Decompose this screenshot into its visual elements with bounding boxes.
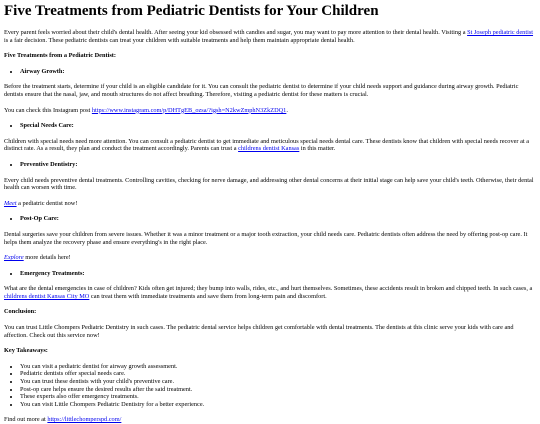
meet-text: a pediatric dentist now!	[16, 199, 78, 207]
postop-paragraph: Dental surgeries save your children from severe issues. Whether it was a minor treatment or a major tooth extraction, your child needs care. Pediatric dentists often address the need by offering post-op care. It helps them analyze the recovery phase and ensure everything's in the right place.	[4, 230, 528, 246]
list-item: • You can visit a pediatric dentist for airway growth assessment.	[20, 363, 536, 371]
list-item: • You can visit Little Chompers Pediatric Dentistry for a better experience.	[20, 401, 536, 409]
intro-text-1: Every parent feels worried about their child's dental health. After seeing your kid obsessed with candies and sugar, you may want to pay more attention to their dental health. Visiting a	[4, 29, 468, 36]
intro-text-2: is a fair decision. These pediatric dentists can treat your children with suitable treatments and help them maintain appropriate dental health.	[4, 36, 355, 44]
footer-paragraph	[4, 416, 536, 424]
explore-text: more details here!	[23, 254, 71, 262]
st-joseph-dentist-link[interactable]: St Joseph pediatric dentist	[467, 29, 534, 36]
special-text-1: Children with special needs need more attention. You can consult a pediatric dentist to get immediate and meticulous special needs dental care. These dentists know that children with special needs recover at a distinct rate. As a result, they plan and conduct the treatment accordingly. Parents can trust a	[4, 137, 529, 153]
postop-heading: • Post-Op Care:	[20, 215, 536, 223]
takeaways-list	[4, 363, 536, 409]
meet-paragraph	[4, 200, 536, 208]
footer-text: Find out more at	[4, 416, 48, 424]
intro-paragraph	[4, 29, 536, 44]
airway-heading: • Airway Growth:	[20, 68, 536, 76]
emergency-text-2: can treat them with immediate treatments and save them from long-term pain and discomfort.	[89, 292, 327, 300]
special-heading-list	[4, 122, 536, 130]
list-item: • These experts also offer emergency treatments.	[20, 393, 536, 401]
conclusion-paragraph: You can trust Little Chompers Pediatric Dentistry in such cases. The pediatric dental service helps children get comfortable with dental treatments. The dentists at this clinic serve your kids with care and affection. Check out this service now!	[4, 324, 514, 339]
preventive-heading: • Preventive Dentistry:	[20, 161, 536, 169]
explore-link[interactable]: Explore	[4, 254, 24, 262]
list-item: • Pediatric dentists offer special needs care.	[20, 370, 536, 378]
instagram-end: .	[286, 106, 288, 114]
emergency-paragraph	[4, 285, 536, 300]
list-item: • You can trust these dentists with your child's preventive care.	[20, 378, 536, 386]
special-text-2: in this matter.	[299, 145, 336, 153]
special-needs-paragraph	[4, 138, 536, 153]
airway-heading-list	[4, 68, 536, 76]
meet-link[interactable]: Meet	[4, 199, 17, 207]
emergency-heading: • Emergency Treatments:	[20, 270, 536, 278]
instagram-paragraph	[4, 107, 536, 115]
page-title: Five Treatments from Pediatric Dentists for Your Children	[4, 3, 379, 19]
explore-paragraph	[4, 254, 536, 262]
preventive-paragraph: Every child needs preventive dental treatments. Controlling cavities, checking for nerve damage, and addressing other dental concerns at their initial stage can help save your child's teeth. Otherwise, their dental health can worsen with time.	[4, 176, 534, 192]
childrens-dentist-kc-link[interactable]: childrens dentist Kansas City MO	[4, 292, 90, 300]
little-chompers-link[interactable]: https://littlechomperspd.com/	[47, 416, 122, 424]
airway-paragraph: Before the treatment starts, determine if your child is an eligible candidate for it. You can consult the pediatric dentist to determine if your child needs support and guidance during airway growth. Pediatric dentists ensure that the nasal, jaw, and mouth structures do not affect breathing. Therefore, visiting a pediatric dentist for these matters is crucial.	[4, 83, 519, 98]
emergency-heading-list	[4, 270, 536, 278]
childrens-dentist-kansas-link[interactable]: childrens dentist Kansas	[238, 145, 300, 153]
list-item: • Post-op care helps ensure the desired results after the said treatment.	[20, 386, 536, 394]
preventive-heading-list	[4, 161, 536, 169]
section-heading: Five Treatments from a Pediatric Dentist:	[4, 52, 116, 60]
instagram-text: You can check this Instagram post	[4, 106, 92, 114]
special-needs-heading: • Special Needs Care:	[20, 122, 536, 130]
instagram-link[interactable]: https://www.instagram.com/p/DHTgEB_ozsa/?igsh=N2kwZmphN3ZkZDQ1	[91, 106, 287, 114]
postop-heading-list	[4, 215, 536, 223]
emergency-text-1: What are the dental emergencies in case of children? Kids often get injured; they bump into walls, rides, etc., and hurt themselves. Sometimes, these accidents result in broken and chipped teeth. In such cases, a	[4, 285, 533, 293]
takeaways-heading: Key Takeaways:	[4, 347, 48, 355]
conclusion-heading: Conclusion:	[4, 308, 37, 316]
